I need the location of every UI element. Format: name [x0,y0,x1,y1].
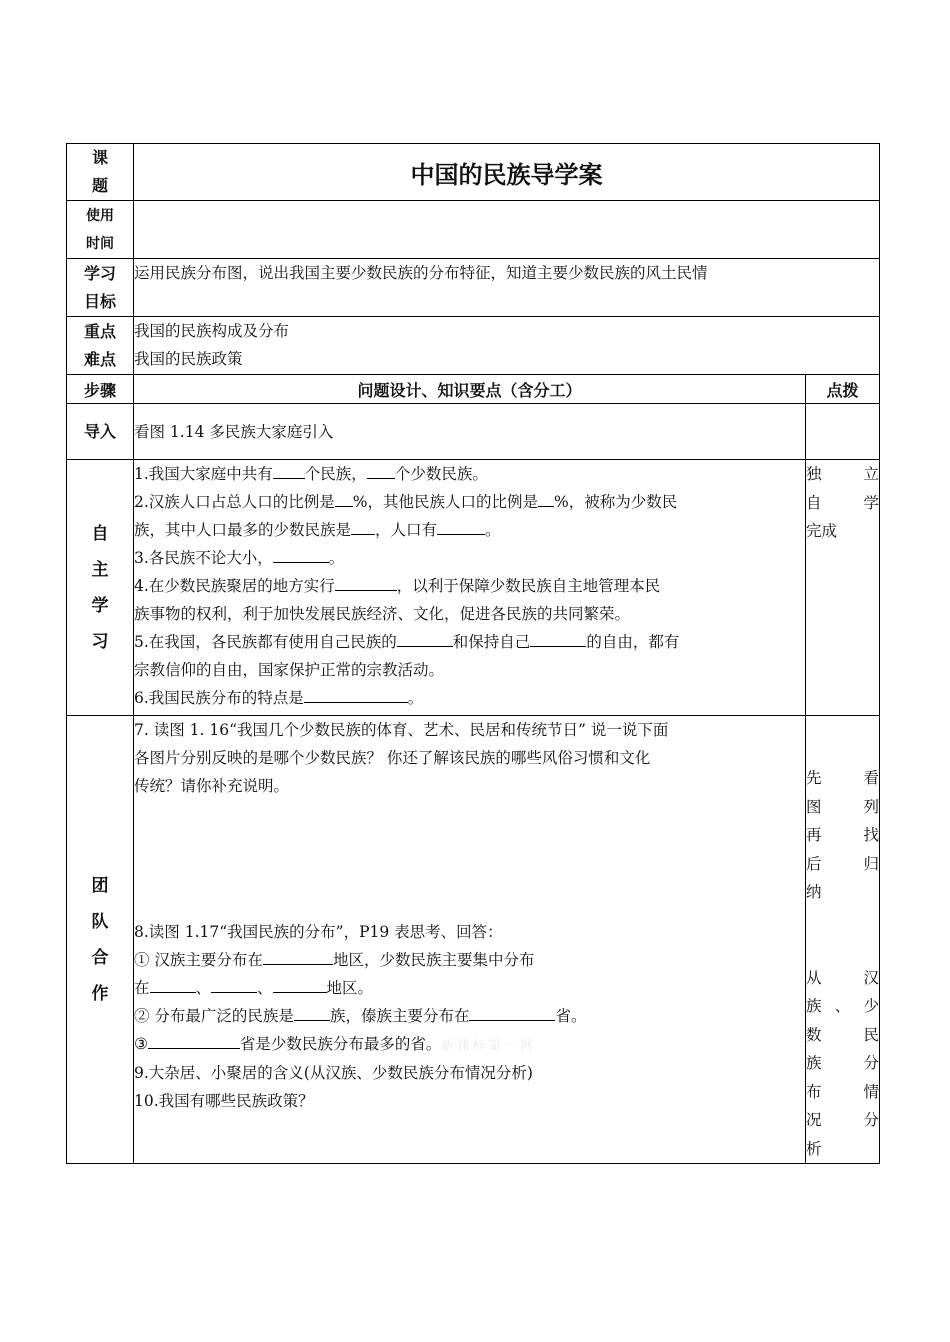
label-self-study-c2: 主 [91,559,109,580]
label-teamwork-c3: 合 [91,947,109,968]
q3-blank[interactable] [273,544,329,563]
teamwork-note [806,716,880,1164]
q2-blank-2[interactable] [538,488,554,507]
q8-1b-part2: 、 [195,979,212,997]
q2-part1: 2.汉族人口占总人口的比例是 [134,493,335,511]
header-questions: 问题设计、知识要点（含分工） [134,375,806,404]
goal-line: 运用民族分布图，说出我国主要少数民族的分布特征，知道主要少数民族的风土民情 [134,264,708,282]
q2-blank-3[interactable] [351,516,375,535]
question-7-answer-space[interactable] [134,800,805,918]
label-self-study-c1: 自 [91,523,109,544]
question-4a [134,572,805,600]
question-8-1b [134,974,805,1002]
question-3 [134,544,805,572]
q1-blank-2[interactable] [367,460,395,479]
label-teamwork-c2: 队 [91,911,109,932]
label-self-study [67,460,134,716]
q2b-part1: 族，其中人口最多的少数民族是 [134,521,352,539]
label-self-study-c4: 习 [91,631,109,652]
teamwork-questions [134,716,806,1164]
key-line-1: 我国的民族构成及分布 [134,322,290,340]
self-study-questions [134,460,806,716]
q3-part2: 。 [328,549,345,567]
q6-part1: 6.我国民族分布的特点是 [134,689,304,707]
q5-blank-1[interactable] [397,628,453,647]
question-10: 10.我国有哪些民族政策？ [134,1092,314,1110]
study-plan-table [66,143,880,1164]
self-study-note-1: 独 立 [806,465,879,483]
key-line-2: 我国的民族政策 [134,350,243,368]
q8-1b-part1: 在 [134,979,150,997]
label-key-line2: 难点 [83,349,116,369]
self-study-note-3: 完成 [806,522,838,540]
label-teamwork [67,716,134,1164]
teamwork-note2-4: 族 分 [806,1054,879,1072]
q8-1-blank-2[interactable] [150,974,196,993]
label-goal [67,259,134,317]
q1-part3: 个少数民族。 [394,465,488,483]
question-5a [134,628,805,656]
q4-part1: 4.在少数民族聚居的地方实行 [134,577,335,595]
q2-blank-1[interactable] [335,488,353,507]
label-time [67,201,134,259]
q8-3-blank[interactable] [148,1030,240,1049]
q8-1b-part3: 、 [257,979,273,997]
q8-2-blank-1[interactable] [294,1002,330,1021]
q8-1-part1: ① 汉族主要分布在 [134,951,263,969]
q8-1b-part4: 地区。 [326,979,374,997]
q8-3-part1: ③ [134,1035,148,1053]
q6-blank[interactable] [304,684,408,703]
question-9: 9.大杂居、小聚居的含义(从汉族、少数民族分布情况分析) [134,1064,533,1082]
teamwork-note2-6: 况 分 [806,1111,879,1129]
q2-part3: %，被称为少数民 [554,493,678,511]
question-7-line1: 7. 读图 1. 16“我国几个少数民族的体育、艺术、民居和传统节日” 说一说下面 [134,721,669,739]
q2-blank-4[interactable] [437,516,485,535]
q8-1-blank-1[interactable] [263,946,333,965]
watermark: 新 课 标 第 一 网 [441,1038,533,1052]
time-value [134,201,880,259]
q8-2-part1: ② 分布最广泛的民族是 [134,1007,294,1025]
question-8-3 [134,1030,805,1059]
row-topic [67,144,880,201]
question-6 [134,684,805,712]
q8-3-part2: 省是少数民族分布最多的省。 [239,1035,442,1053]
teamwork-note1-5: 纳 [806,883,822,901]
question-5b: 宗教信仰的自由，国家保护正常的宗教活动。 [134,661,445,679]
q8-1-blank-3[interactable] [211,974,257,993]
self-study-note-2: 自 学 [806,493,879,512]
label-teamwork-c4: 作 [91,983,109,1004]
row-intro [67,404,880,460]
q4-part2: ，以利于保障少数民族自主地管理本民 [396,577,661,595]
q2b-part3: 。 [485,521,501,539]
teamwork-note-spacer-2 [806,907,879,964]
intro-text: 看图 1.14 多民族大家庭引入 [134,404,806,460]
label-topic-line1: 课 [91,148,108,167]
q8-2-part2: 族，傣族主要分布在 [329,1007,470,1025]
row-time [67,201,880,259]
teamwork-note1-4: 后 归 [806,854,879,873]
teamwork-note2-2: 族、少 [806,997,879,1015]
q5-part3: 的自由，都有 [586,633,680,651]
q2-part2: %，其他民族人口的比例是 [352,493,539,511]
intro-note [806,404,880,460]
label-self-study-c3: 学 [91,595,109,616]
question-4b: 族事物的权利，利于加快发展民族经济、文化，促进各民族的共同繁荣。 [134,605,631,623]
header-step: 步骤 [67,375,134,404]
label-goal-line2: 目标 [83,291,116,311]
question-7-line2: 各图片分别反映的是哪个少数民族？ 你还了解该民族的哪些风俗习惯和文化 [134,749,651,767]
label-teamwork-c1: 团 [91,875,109,896]
q3-part1: 3.各民族不论大小， [134,549,273,567]
question-7-line3: 传统？请你补充说明。 [134,777,290,795]
self-study-note [806,460,880,716]
row-goal [67,259,880,317]
label-goal-line1: 学习 [83,263,116,283]
q1-blank-1[interactable] [273,460,305,479]
row-key [67,317,880,375]
question-2b [134,516,805,544]
q5-part1: 5.在我国，各民族都有使用自己民族的 [134,633,397,651]
q5-part2: 和保持自己 [452,633,531,651]
teamwork-note2-3: 数 民 [806,1025,879,1044]
teamwork-note1-3: 再 找 [806,826,879,844]
question-2a [134,488,805,516]
q1-part2: 个民族， [304,465,367,483]
teamwork-note-spacer [806,716,879,764]
teamwork-note1-2: 图 列 [806,797,879,816]
q8-2-part3: 省。 [555,1007,587,1025]
key-text [134,317,880,375]
header-hint: 点拨 [806,375,880,404]
question-8: 8.读图 1.17“我国民族的分布”，P19 表思考、回答： [134,923,503,941]
label-topic-line2: 题 [91,176,108,195]
q8-1-blank-4[interactable] [273,974,327,993]
teamwork-note2-5: 布 情 [806,1082,879,1101]
teamwork-note2-7: 析 [806,1139,822,1158]
teamwork-note2-1: 从 汉 [806,968,879,987]
question-1 [134,460,805,488]
q6-part2: 。 [407,689,424,707]
teamwork-note1-1: 先 看 [806,769,879,787]
q1-part1: 1.我国大家庭中共有 [134,465,273,483]
label-key [67,317,134,375]
label-topic [67,144,134,201]
row-self-study [67,460,880,716]
q2b-part2: ，人口有 [375,521,438,539]
label-key-line1: 重点 [83,321,116,341]
row-teamwork [67,716,880,1164]
q8-2-blank-2[interactable] [469,1002,555,1021]
q8-1-part2: 地区，少数民族主要集中分布 [332,951,535,969]
label-intro: 导入 [67,404,134,460]
question-8-2 [134,1002,805,1030]
label-time-line2: 时间 [86,235,114,252]
q5-blank-2[interactable] [530,628,586,647]
label-time-line1: 使用 [86,207,114,224]
document-title: 中国的民族导学案 [134,144,880,201]
row-header [67,375,880,404]
question-8-1a [134,946,805,974]
goal-text [134,259,880,317]
q4-blank[interactable] [335,572,397,591]
